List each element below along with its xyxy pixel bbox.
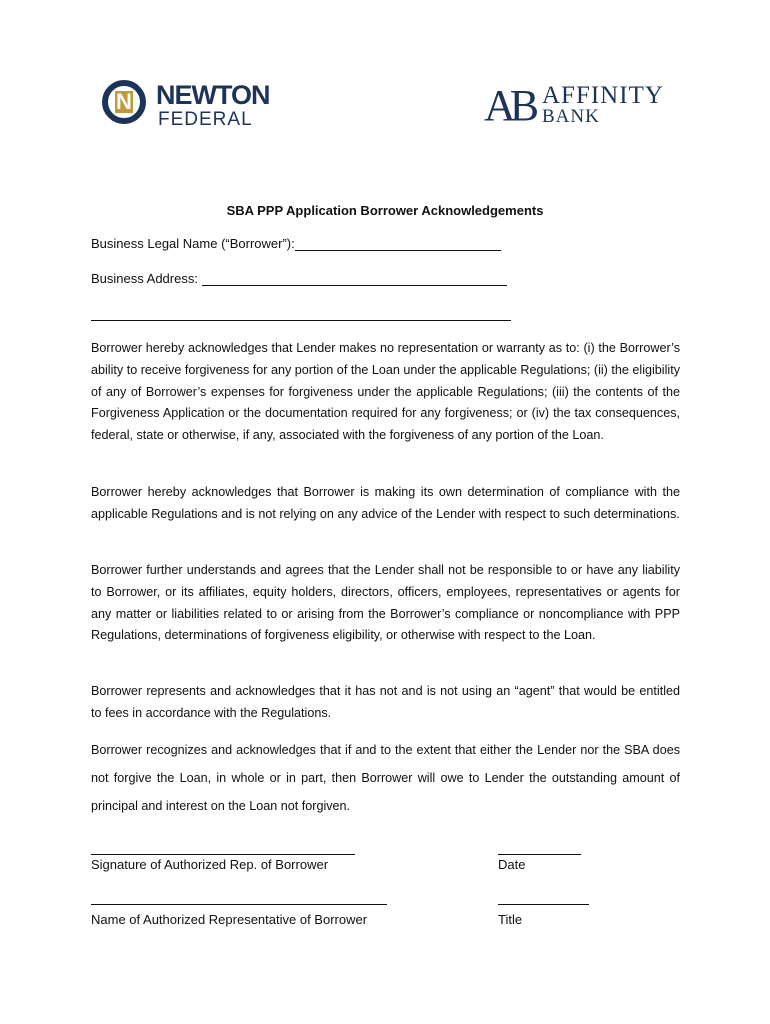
- paragraph-no-liability: Borrower further understands and agrees that the Lender shall not be responsible to or have any liability to Borrower, or its affiliates, equity holders, directors, officers, employees, representatives or agents for any matter or liabilities related to or arising from the Borrower’s compliance or noncompliance with PPP Regulations, determinations of forgiveness eligibility, or otherwise with respect to the Loan.: [91, 563, 680, 643]
- newton-logo-circle: [102, 80, 146, 124]
- newton-federal-logo: [102, 78, 277, 134]
- address-field[interactable]: [202, 271, 507, 286]
- title-field[interactable]: [498, 904, 589, 905]
- newton-logo-letter: N: [116, 89, 132, 114]
- legal-name-label: Business Legal Name (“Borrower”):: [91, 236, 295, 251]
- representative-name-label: Name of Authorized Representative of Borrower: [91, 912, 368, 927]
- title-label: Title: [498, 912, 523, 927]
- paragraph-loan-not-forgiven: Borrower recognizes and acknowledges that if and to the extent that either the Lender nor the SBA does not forgive the Loan, in whole or in part, then Borrower will owe to Lender the outstanding amount of principal and interest on the Loan not forgiven.: [91, 743, 680, 813]
- newton-logo-name: NEWTON: [156, 80, 270, 110]
- signature-field[interactable]: [91, 854, 355, 855]
- address-label: Business Address:: [91, 271, 198, 286]
- address-line-2-field[interactable]: [91, 320, 511, 321]
- paragraph-own-determination: Borrower hereby acknowledges that Borrower is making its own determination of compliance with the applicable Regulations and is not relying on any advice of the Lender with respect to such determinations.: [91, 485, 680, 521]
- newton-logo-sub: FEDERAL: [158, 109, 253, 130]
- affinity-logo-mark: AB: [484, 81, 534, 130]
- legal-name-field[interactable]: [295, 236, 501, 251]
- address-row: [91, 271, 507, 286]
- paragraph-lender-no-representation: Borrower hereby acknowledges that Lender makes no representation or warranty as to: (i) the Borrower’s ability to receive forgiveness for any portion of the Loan under the applicable Regulations; (ii) the eligibility of any of Borrower’s expenses for forgiveness under the applicable Regulations; (iii) the contents of the Forgiveness Application or the documentation required for any forgiveness; or (iv) the tax consequences, federal, state or otherwise, if any, associated with the forgiveness of any portion of the Loan.: [91, 341, 680, 443]
- paragraph-no-agent: Borrower represents and acknowledges that it has not and is not using an “agent” that would be entitled to fees in accordance with the Regulations.: [91, 684, 680, 720]
- affinity-logo-sub: BANK: [542, 106, 600, 127]
- legal-name-row: [91, 236, 501, 251]
- date-field[interactable]: [498, 854, 581, 855]
- affinity-bank-logo: [484, 82, 684, 132]
- affinity-logo-name: AFFINITY: [542, 82, 664, 109]
- representative-name-field[interactable]: [91, 904, 387, 905]
- signature-label: Signature of Authorized Rep. of Borrower: [91, 857, 329, 872]
- date-label: Date: [498, 857, 526, 872]
- document-title: SBA PPP Application Borrower Acknowledgements: [226, 203, 544, 218]
